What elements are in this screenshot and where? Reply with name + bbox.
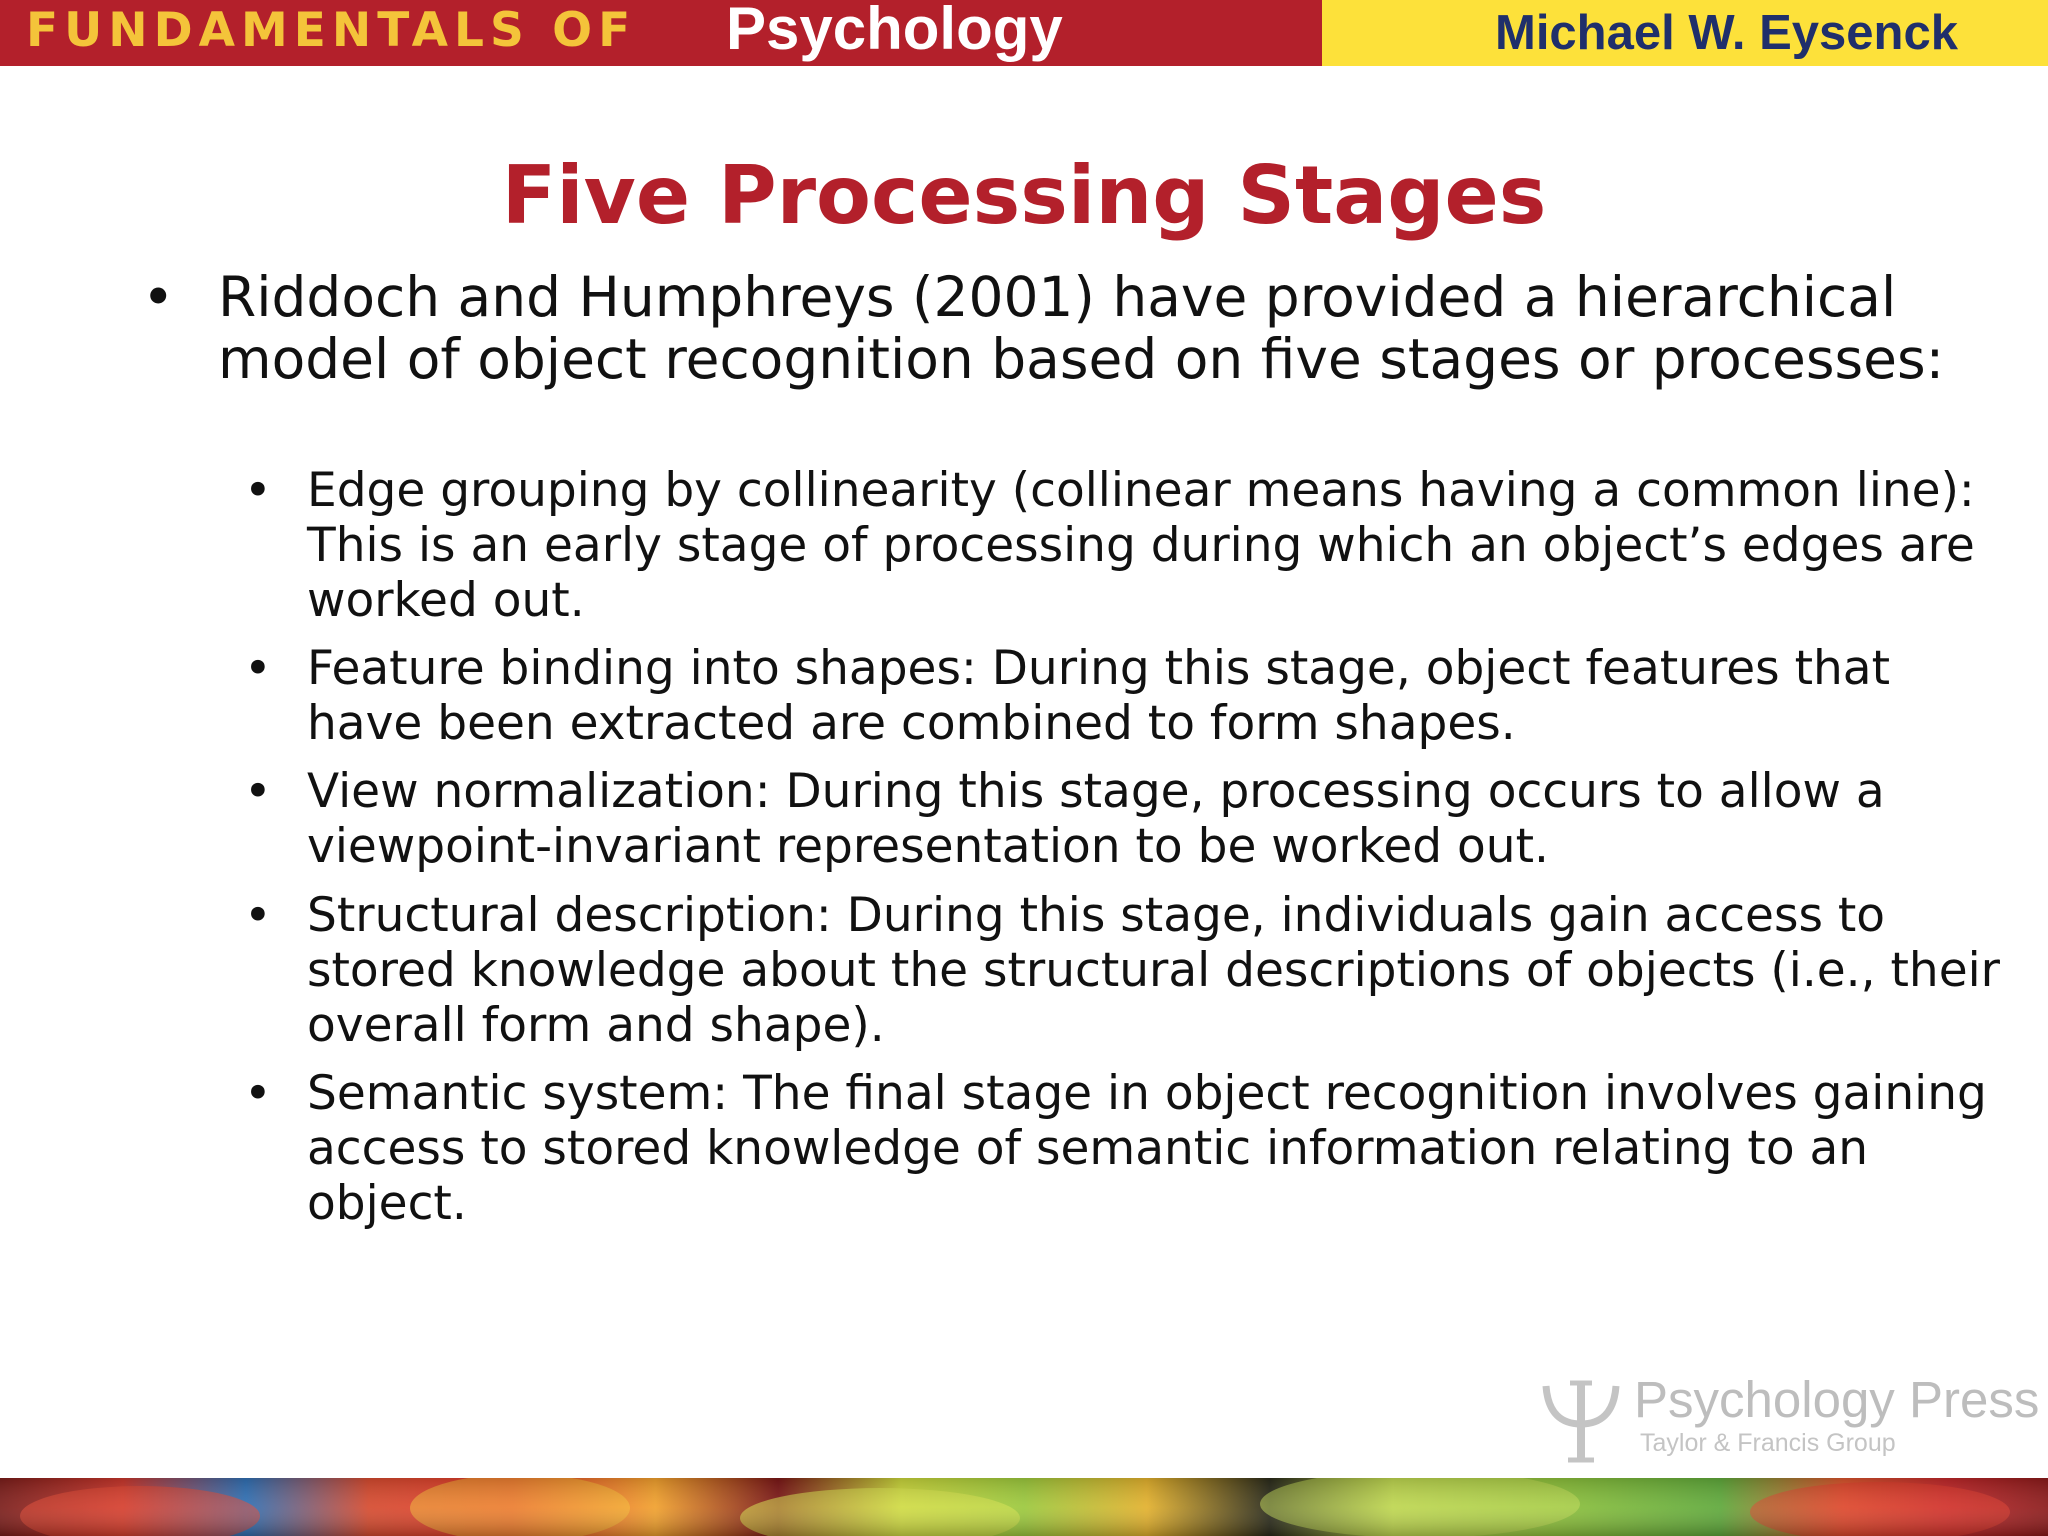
sub-bullet-semantic-system: Semantic system: The final stage in object recognition involves gaining access to stored knowledge of semantic information relating to an object. — [307, 1066, 1987, 1231]
series-banner — [0, 0, 1322, 66]
bullet-marker: • — [142, 265, 175, 329]
sub-bullet-edge-grouping: Edge grouping by collinearity (collinear means having a common line): This is an early stage of processing during which an object’s edges are worked out. — [307, 463, 1975, 628]
sub-bullet-feature-binding: Feature binding into shapes: During this stage, object features that have been extracted are combined to form shapes. — [307, 641, 1891, 751]
sub-bullet-marker: • — [244, 641, 272, 696]
sub-bullet-view-normalization: View normalization: During this stage, processing occurs to allow a viewpoint-invariant representation to be worked out. — [307, 764, 1885, 874]
main-bullet-text: Riddoch and Humphreys (2001) have provided a hierarchical model of object recognition based on five stages or processes: — [218, 265, 1945, 391]
slide-title: Five Processing Stages — [501, 149, 1547, 242]
author-name: Michael W. Eysenck — [1495, 6, 1958, 60]
psi-icon — [1540, 1380, 1622, 1464]
sub-bullet-marker: • — [244, 1066, 272, 1121]
sub-bullet-marker: • — [244, 764, 272, 819]
sub-bullet-marker: • — [244, 463, 272, 518]
series-name: Psychology — [726, 0, 1063, 62]
header-banner — [0, 0, 2048, 66]
sub-bullet-structural-description: Structural description: During this stage, individuals gain access to stored knowledge about the structural descriptions of objects (i.e., their overall form and shape). — [307, 888, 2001, 1053]
publisher-group: Taylor & Francis Group — [1640, 1429, 1896, 1457]
author-banner — [1322, 0, 2048, 66]
decorative-footer-strip — [0, 1478, 2048, 1536]
sub-bullet-marker: • — [244, 888, 272, 943]
publisher-logo — [1540, 1371, 2040, 1462]
publisher-name: Psychology Press — [1634, 1371, 2040, 1428]
series-prefix: FUNDAMENTALS OF — [26, 3, 637, 58]
